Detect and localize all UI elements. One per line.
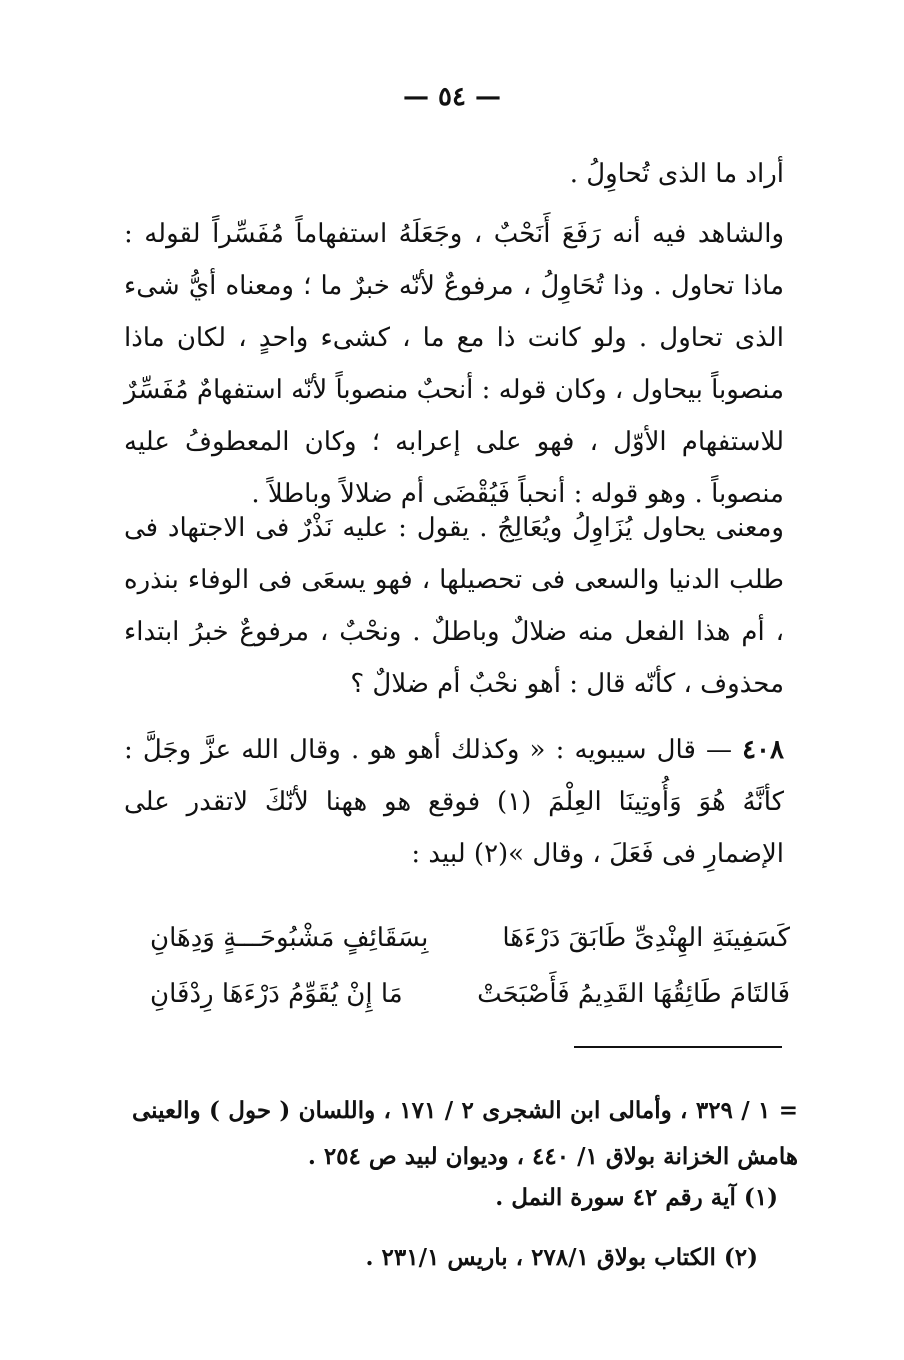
paragraph-1-text: والشاهد فيه أنه رَفَعَ أَنَحْبٌ ، وجَعَلَهُ استفهاماً مُفَسِّراً لقوله : ماذا تحاول . وذا تُحَاوِلُ ، مرفوعٌ لأنّه خبرٌ ما ؛ ومعناه أيُّ شىء الذى تحاول . ولو كانت ذا مع ما ، كشىء واحدٍ ، لكان ماذا منصوباً بيحاول ، وكان قوله : أنحبٌ منصوباً لأنّه استفهامٌ مُفَسِّرٌ للاستفهام الأوّل ، فهو على إعرابه ؛ وكان المعطوفُ عليه منصوباً . وهو قوله : أنحباً فَيُقْضَى أم ضلالاً وباطلاً .	[124, 219, 784, 509]
intro-line	[124, 148, 784, 200]
paragraph-3	[124, 724, 784, 880]
footnote-1: (١) آية رقم ٤٢ سورة النمل .	[495, 1184, 778, 1211]
poetry-verses	[150, 910, 790, 1022]
verse-line	[150, 966, 790, 1022]
paragraph-3-text: — قال سيبويه : « وكذلك أهو هو . وقال الله عزَّ وجَلَّ : كأنَّهُ هُوَ وَأُوتِينَا العِلْمَ (١) فوقع هو ههنا لأنّكَ لاتقدر على الإضمارِ فى فَعَلَ ، وقال »(٢) لبيد :	[124, 735, 785, 869]
verse-1-first-hemistich: كَسَفِينَةِ الهِنْدِىِّ طَابَقَ دَرْءَهَا	[502, 923, 790, 953]
paragraph-meaning	[124, 502, 784, 710]
footnote-continuation: = ١ / ٣٢٩ ، وأمالى ابن الشجرى ٢ / ١٧١ ، واللسان ( حول ) والعينى هامش الخزانة بولاق ١/ ٤٤٠ ، وديوان لبيد ص ٢٥٤ .	[132, 1097, 799, 1170]
footnote-2: (٢) الكتاب بولاق ٢٧٨/١ ، باريس ٢٣١/١ .	[365, 1244, 758, 1271]
verse-1-second-hemistich: بِسَقَائِفٍ مَشْبُوحَـــةٍ وَدِهَانِ	[150, 923, 429, 953]
paragraph-section-408	[124, 724, 784, 880]
verse-2-first-hemistich: فَالتَامَ طَائِقُهَا القَدِيمُ فَأَصْبَحَتْ	[477, 979, 790, 1009]
page-number: — ٥٤ —	[402, 82, 502, 112]
intro-text: أراد ما الذى تُحاوِلُ .	[569, 159, 784, 189]
paragraph-shahid	[124, 208, 784, 520]
footnote-divider	[574, 1046, 782, 1048]
verse-2-second-hemistich: مَا إِنْ يُقَوِّمُ دَرْءَهَا رِدْفَانِ	[150, 979, 403, 1009]
section-number: ٤٠٨	[742, 735, 784, 765]
verse-line	[150, 910, 790, 966]
paragraph-2-text: ومعنى يحاول يُزَاوِلُ ويُعَالِجُ . يقول : عليه نَذْرٌ فى الاجتهاد فى طلب الدنيا والسعى فى تحصيلها ، فهو يسعَى فى الوفاء بنذره ، أم هذا الفعل منه ضلالٌ وباطلٌ . ونحْبٌ ، مرفوعٌ خبرُ ابتداء محذوف ، كأنّه قال : أهو نحْبٌ أم ضلالٌ ؟	[124, 513, 784, 699]
